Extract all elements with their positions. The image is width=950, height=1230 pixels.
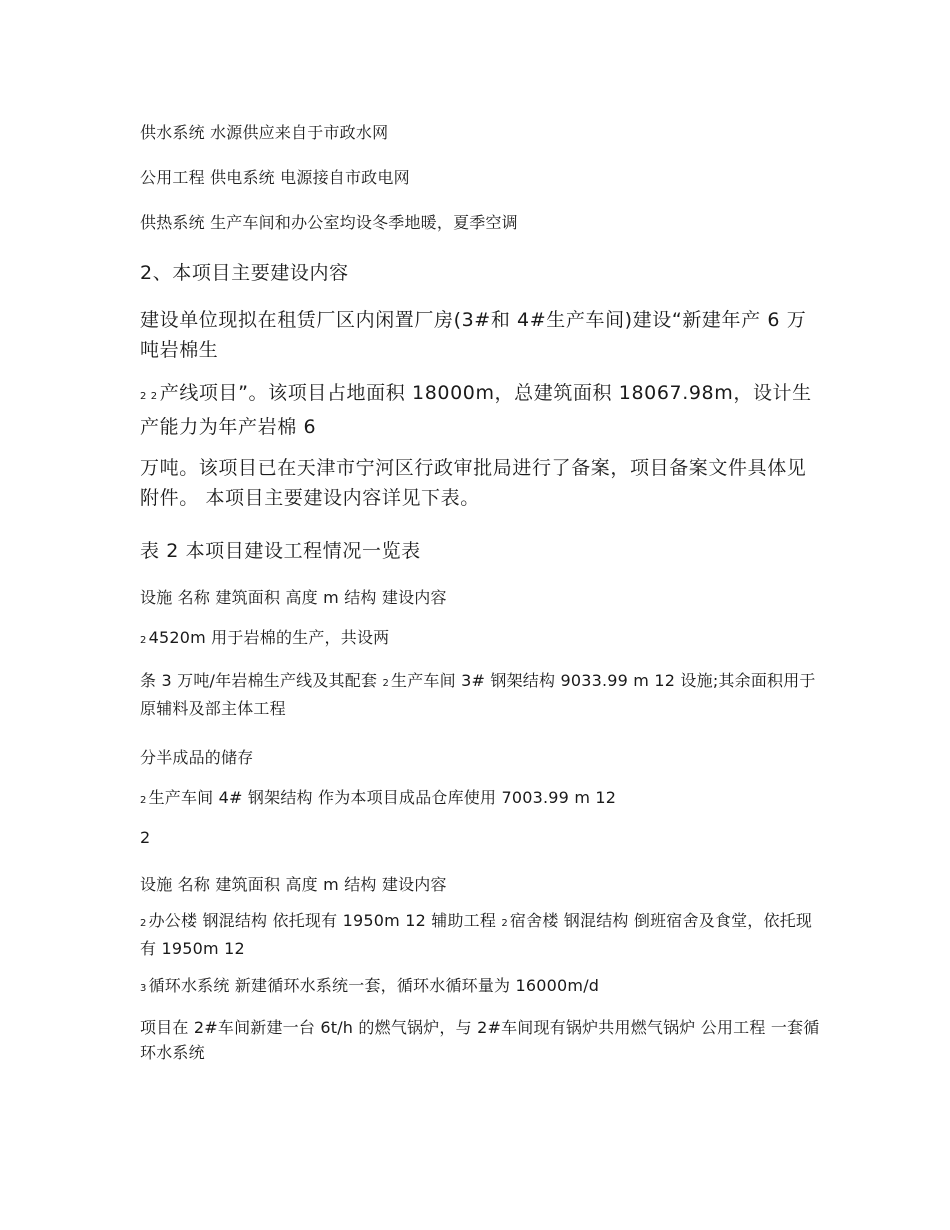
table-header-row: 设施 名称 建筑面积 高度 m 结构 建设内容 (140, 588, 447, 607)
superscript-mark: 2 (501, 918, 508, 929)
table-row-workshop3-a: 2 4520m 用于岩棉的生产，共设两 (140, 628, 390, 647)
table-row-workshop3-b: 条 3 万吨/年岩棉生产线及其配套 2 生产车间 3# 钢架结构 9033.99 m 12 设施;其余面积用于原辅料及部主体工程 (140, 671, 816, 718)
text-line-heating: 供热系统 生产车间和办公室均设冬季地暖，夏季空调 (140, 213, 518, 232)
text-line-water-supply: 供水系统 水源供应来自于市政水网 (140, 123, 389, 142)
table-row-workshop3-c: 分半成品的储存 (140, 748, 254, 767)
table-row-workshop4: 2 生产车间 4# 钢架结构 作为本项目成品仓库使用 7003.99 m 12 (140, 788, 617, 807)
superscript-mark: 2 (140, 795, 147, 806)
table-header-row-2: 设施 名称 建筑面积 高度 m 结构 建设内容 (140, 875, 447, 894)
table-row-office-dorm: 2 办公楼 钢混结构 依托现有 1950m 12 辅助工程 2 宿舍楼 钢混结构 倒班宿舍及食堂，依托现有 1950m 12 (140, 911, 813, 958)
section-heading: 2、本项目主要建设内容 (140, 262, 349, 284)
paragraph-filing: 万吨。该项目已在天津市宁河区行政审批局进行了备案，项目备案文件具体见附件。 本项目主要建设内容详见下表。 (140, 457, 807, 509)
superscript-mark: 2 (140, 635, 147, 646)
table-caption: 表 2 本项目建设工程情况一览表 (140, 540, 421, 562)
superscript-marks: 2 2 (140, 391, 158, 402)
text-line-power-supply: 公用工程 供电系统 电源接自市政电网 (140, 168, 410, 187)
paragraph-intro: 建设单位现拟在租赁厂区内闲置厂房(3#和 4#生产车间)建设“新建年产 6 万吨岩棉生 (140, 309, 807, 361)
superscript-mark: 2 (140, 918, 147, 929)
paragraph-area: 2 2 产线项目”。该项目占地面积 18000m，总建筑面积 18067.98m，设计生产能力为年产岩棉 6 (140, 382, 812, 438)
superscript-mark: 2 (382, 678, 390, 689)
superscript-mark: 3 (140, 983, 147, 994)
table-row-boiler: 项目在 2#车间新建一台 6t/h 的燃气锅炉，与 2#车间现有锅炉共用燃气锅炉 公用工程 一套循环水系统 (140, 1018, 820, 1062)
table-row-circulating-water: 3 循环水系统 新建循环水系统一套，循环水循环量为 16000m/d (140, 976, 600, 995)
page-number: 2 (140, 828, 151, 847)
